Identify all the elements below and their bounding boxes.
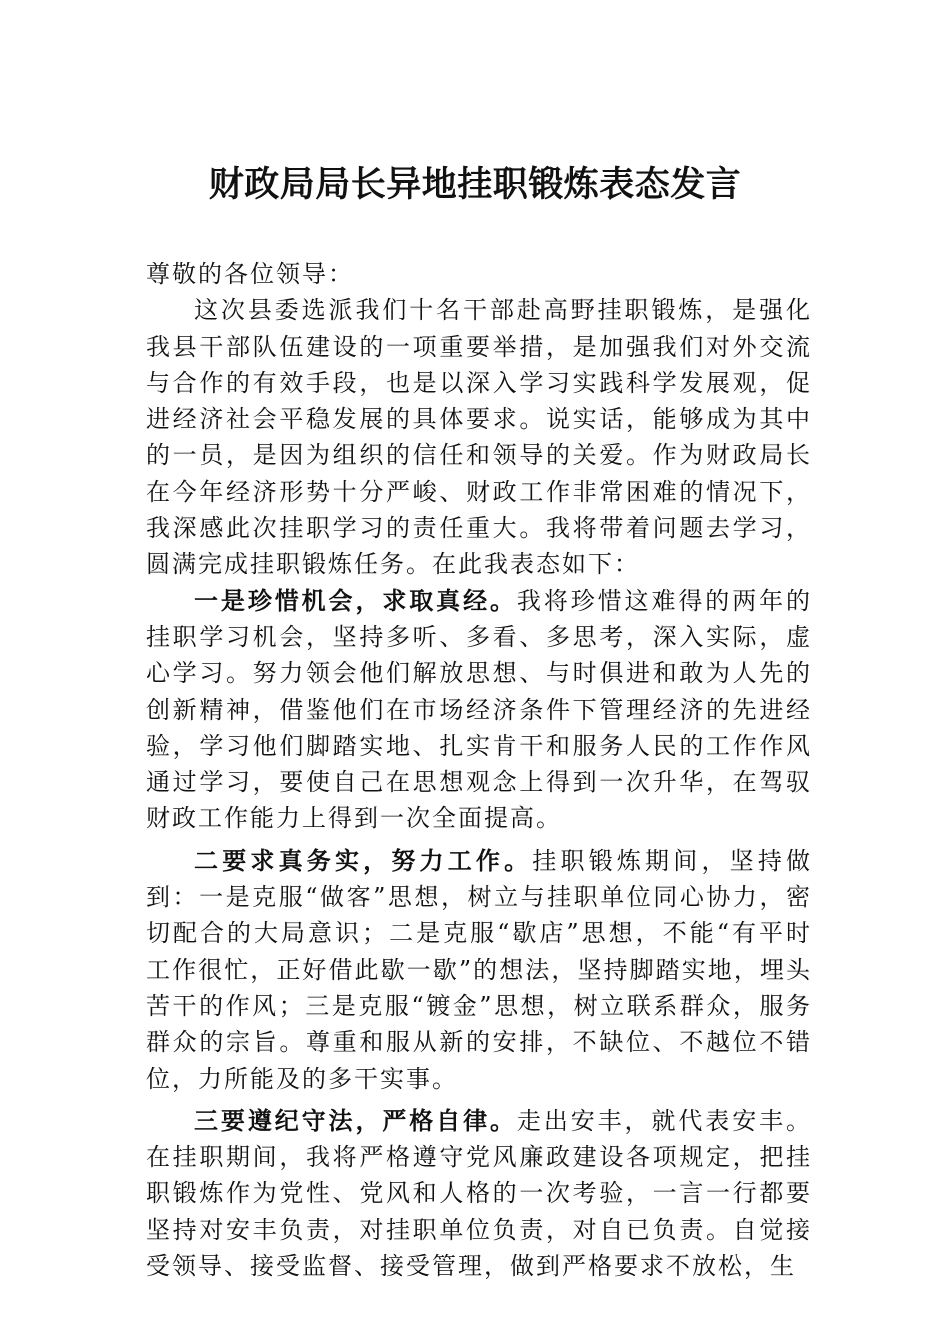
salutation: 尊敬的各位领导：	[146, 260, 354, 288]
point-paragraph-3	[146, 1103, 812, 1284]
document-title: 财政局局长异地挂职锻炼表态发言	[208, 164, 742, 205]
point-2-text: 挂职锻炼期间，坚持做到：一是克服“做客”思想，树立与挂职单位同心协力，密切配合的大局意识；二是克服“歇店”思想，不能“有平时工作很忙，正好借此歇一歇”的想法，坚持脚踏实地，埋头苦干的作风；三是克服“镀金”思想，树立联系群众，服务群众的宗旨。尊重和服从新的安排，不缺位、不越位不错位，力所能及的多干实事。	[146, 846, 813, 1093]
document-body	[146, 256, 812, 1284]
point-1-heading: 一是珍惜机会，求取真经。	[194, 585, 517, 615]
point-3-heading: 三要遵纪守法，严格自律。	[194, 1105, 517, 1135]
point-2-heading: 二要求真务实，努力工作。	[194, 845, 533, 875]
point-paragraph-2	[146, 843, 812, 1097]
point-1-text: 我将珍惜这难得的两年的挂职学习机会，坚持多听、多看、多思考，深入实际，虚心学习。努力领会他们解放思想、与时俱进和敢为人先的创新精神，借鉴他们在市场经济条件下管理经济的先进经验，学习他们脚踏实地、扎实肯干和服务人民的工作作风通过学习，要使自己在思想观念上得到一次升华，在驾驭财政工作能力上得到一次全面提高。	[146, 586, 813, 833]
intro-paragraph: 这次县委选派我们十名干部赴高野挂职锻炼，是强化我县干部队伍建设的一项重要举措，是加强我们对外交流与合作的有效手段，也是以深入学习实践科学发展观，促进经济社会平稳发展的具体要求。说实话，能够成为其中的一员，是因为组织的信任和领导的关爱。作为财政局长在今年经济形势十分严峻、财政工作非常困难的情况下，我深感此次挂职学习的责任重大。我将带着问题去学习，圆满完成挂职锻炼任务。在此我表态如下：	[146, 296, 812, 579]
point-paragraph-1	[146, 583, 812, 837]
point-3-text: 走出安丰，就代表安丰。在挂职期间，我将严格遵守党风廉政建设各项规定，把挂职锻炼作为党性、党风和人格的一次考验，一言一行都要坚持对安丰负责，对挂职单位负责，对自已负责。自觉接受领导、接受监督、接受管理，做到严格要求不放松，生	[146, 1106, 813, 1281]
